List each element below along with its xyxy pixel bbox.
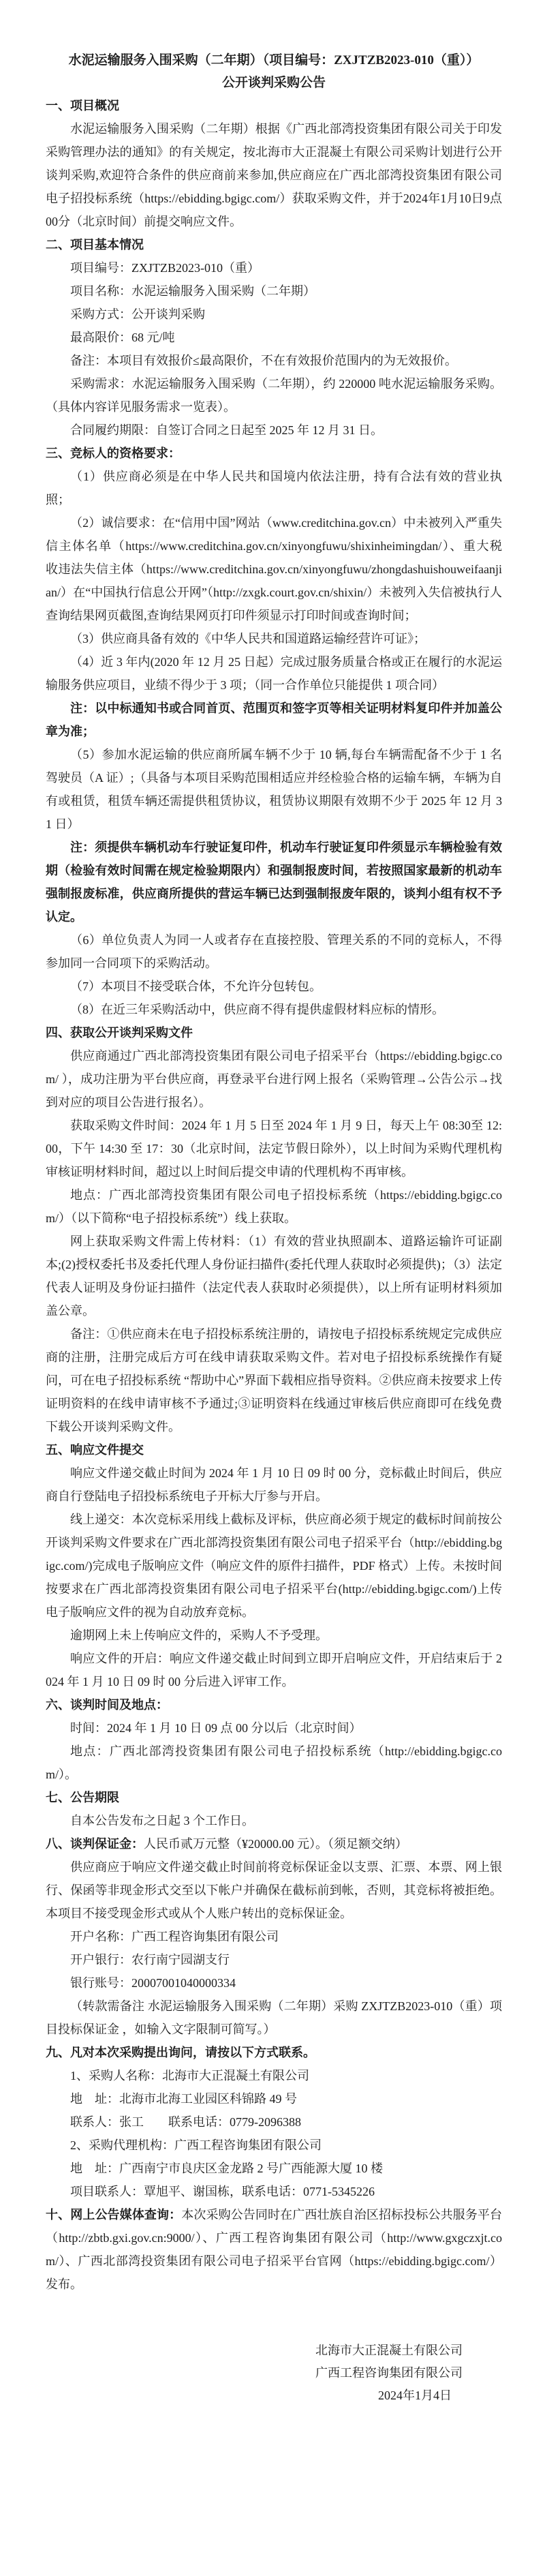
paragraph: 项目名称：水泥运输服务入围采购（二年期）	[70, 284, 315, 298]
section-heading-body: 本次采购公告同时在广西壮族自治区招标投标公共服务平台（http://zbtb.gxi.gov.cn:9000/）、广西工程咨询集团有限公司（http://www.gxgczxjt.com/）、广西北部湾投资集团有限公司电子招采平台官网（https://ebidding.bgigc.com/）发布。	[46, 2208, 503, 2291]
section-heading-with-text	[46, 1832, 502, 1855]
paragraph: 联系人：张工 联系电话：0779-2096388	[70, 2115, 301, 2129]
paragraph: 逾期网上未上传响应文件的，采购人不予受理。	[70, 1628, 328, 1642]
signature-agency: 广西工程咨询集团有限公司	[315, 2366, 463, 2380]
paragraph: 时间：2024 年 1 月 10 日 09 点 00 分以后（北京时间）	[70, 1721, 362, 1735]
paragraph: 水泥运输服务入围采购（二年期）根据《广西北部湾投资集团有限公司关于印发采购管理办法的通知》的有关规定，按北海市大正混凝土有限公司采购计划进行公开谈判采购,欢迎符合条件的供应商前来参加,供应商应在广西北部湾投资集团有限公司电子招投标系统（https://ebidding.bgigc.com/）获取采购文件，并于2024年1月10日9点00分（北京时间）前提交响应文件。	[46, 122, 502, 228]
paragraph: 地 址：广西南宁市良庆区金龙路 2 号广西能源大厦 10 楼	[70, 2162, 383, 2175]
paragraph: 地 址：北海市北海工业园区科锦路 49 号	[70, 2092, 297, 2106]
paragraph: （2）诚信要求：在“信用中国”网站（www.creditchina.gov.cn）中未被列入严重失信主体名单（https://www.creditchina.gov.cn/xinyongfuwu/shixinheimingdan/）、重大税收违法失信主体（https://www.creditchina.gov.cn/xinyongfuwu/zhongdashuishouweifaanjian/）在“中国执行信息公开网”（http://zxgk.court.gov.cn/shixin/）未被列入失信被执行人查询结果网页截图,查询结果网页打印件须显示打印时间或查询时间；	[46, 516, 502, 622]
paragraph: （1）供应商必须是在中华人民共和国境内依法注册，持有合法有效的营业执照；	[46, 470, 502, 506]
paragraph: 网上获取采购文件需上传材料：（1）有效的营业执照副本、道路运输许可证副本;(2)授权委托书及委托代理人身份证扫描件(委托代理人获取时必须提供)；（3）法定代表人证明及身份证扫描件（法定代表人获取时必须提供），以上所有证明材料须加盖公章。	[46, 1234, 502, 1318]
paragraph: 供应商应于响应文件递交截止时间前将竞标保证金以支票、汇票、本票、网上银行、保函等非现金形式交至以下帐户并确保在截标前到帐，否则，其竞标将被拒绝。本项目不接受现金形式或从个人账户转出的竞标保证金。	[46, 1860, 502, 1920]
paragraph: （6）单位负责人为同一人或者存在直接控股、管理关系的不同的竞标人，不得参加同一合同项下的采购活动。	[46, 933, 502, 970]
paragraph: 项目编号：ZXJTZB2023-010（重）	[70, 261, 260, 275]
section-heading-prefix: 十、网上公告媒体查询：	[46, 2208, 182, 2222]
section-heading: 六、谈判时间及地点：	[46, 1698, 168, 1712]
paragraph: 合同履约期限：自签订合同之日起至 2025 年 12 月 31 日。	[70, 423, 383, 437]
document-body	[46, 94, 502, 2296]
document-title	[46, 49, 502, 94]
paragraph: 线上递交：本次竞标采用线上截标及评标，供应商必须于规定的截标时间前按公开谈判采购文件要求在广西北部湾投资集团有限公司电子招采平台（http://ebidding.bgigc.com/)完成电子版响应文件（响应文件的原件扫描件，PDF 格式）上传。未按时间按要求在广西北部湾投资集团有限公司电子招采平台(http://ebidding.bgigc.com/)上传电子版响应文件的视为自动放弃竞标。	[46, 1513, 502, 1619]
paragraph: （5）参加水泥运输的供应商所属车辆不少于 10 辆,每台车辆需配备不少于 1 名驾驶员（A 证）;（具备与本项目采购范围相适应并经检验合格的运输车辆，车辆为自有或租赁，租赁车辆还需提供租赁协议，租赁协议期限有效期不少于 2025 年 12 月 31 日）	[46, 748, 502, 831]
section-heading: 七、公告期限	[46, 1791, 119, 1804]
note-paragraph: 注：以中标通知书或合同首页、范围页和签字页等相关证明材料复印件并加盖公章为准；	[46, 701, 502, 738]
paragraph: 项目联系人：覃旭平、谢国栋，联系电话：0771-5345226	[70, 2185, 375, 2198]
paragraph: 采购方式：公开谈判采购	[70, 307, 205, 321]
section-heading: 九、凡对本次采购提出询问，请按以下方式联系。	[46, 2046, 315, 2059]
paragraph: 响应文件的开启：响应文件递交截止时间到立即开启响应文件，开启结束后于 2024 年 1 月 10 日 09 时 00 分后进入评审工作。	[46, 1652, 502, 1688]
section-heading-with-text	[46, 2203, 502, 2296]
section-heading-prefix: 八、谈判保证金：	[46, 1837, 144, 1851]
paragraph: 自本公告发布之日起 3 个工作日。	[70, 1814, 254, 1828]
document-title-line1: 水泥运输服务入围采购（二年期）（项目编号：ZXJTZB2023-010（重））	[68, 53, 480, 67]
paragraph: 地点：广西北部湾投资集团有限公司电子招投标系统（https://ebidding.bgigc.com/）（以下简称“电子招投标系统”）线上获取。	[46, 1188, 502, 1225]
section-heading: 一、项目概况	[46, 99, 119, 112]
paragraph: 银行账号：20007001040000334	[70, 1976, 236, 1990]
paragraph: 开户银行：农行南宁园湖支行	[70, 1953, 230, 1967]
section-heading: 五、响应文件提交	[46, 1443, 144, 1457]
paragraph: 备注：本项目有效报价≤最高限价，不在有效报价范围内的为无效报价。	[70, 354, 457, 367]
paragraph: 地点：广西北部湾投资集团有限公司电子招投标系统（http://ebidding.bgigc.com/）。	[46, 1744, 502, 1781]
paragraph: 开户名称：广西工程咨询集团有限公司	[70, 1930, 279, 1943]
paragraph: （3）供应商具备有效的《中华人民共和国道路运输经营许可证》；	[70, 632, 426, 646]
paragraph: （8）在近三年采购活动中，供应商不得有提供虚假材料应标的情形。	[70, 1003, 444, 1016]
paragraph: 最高限价：68 元/吨	[70, 331, 175, 344]
document-title-line2: 公开谈判采购公告	[221, 76, 326, 90]
paragraph: （7）本项目不接受联合体，不允许分包转包。	[70, 980, 322, 993]
section-heading: 四、获取公开谈判采购文件	[46, 1026, 193, 1040]
paragraph: 2、采购代理机构：广西工程咨询集团有限公司	[70, 2138, 322, 2152]
paragraph: 获取采购文件时间：2024 年 1 月 5 日至 2024 年 1 月 9 日，每天上午 08:30至 12:00，下午 14:30 至 17：30（北京时间，法定节假日除外），以上时间为采购代理机构审核证明材料时间，超过以上时间后提交申请的代理机构不再审核。	[46, 1119, 502, 1179]
paragraph: 1、采购人名称：北海市大正混凝土有限公司	[70, 2069, 309, 2082]
signature-purchaser: 北海市大正混凝土有限公司	[315, 2344, 463, 2357]
signature-date: 2024年1月4日	[378, 2389, 452, 2402]
paragraph: 备注：①供应商未在电子招投标系统注册的，请按电子招投标系统规定完成供应商的注册，注册完成后方可在线申请获取采购文件。若对电子招投标系统操作有疑问，可在电子招投标系统 “帮助中心”界面下载相应指导资料。②供应商未按要求上传证明资料的在线申请审核不予通过;③证明资料在线通过审核后供应商即可在线免费下载公开谈判采购文件。	[46, 1327, 502, 1434]
signature-block	[46, 2339, 502, 2407]
paragraph: （转款需备注 水泥运输服务入围采购（二年期）采购 ZXJTZB2023-010（重）项目投标保证金 ，如输入文字限制可简写。）	[46, 1999, 502, 2036]
paragraph: 供应商通过广西北部湾投资集团有限公司电子招采平台（https://ebidding.bgigc.com/ ），成功注册为平台供应商，再登录平台进行网上报名（采购管理→公告公示→找到对应的项目公告进行报名）。	[46, 1049, 502, 1109]
paragraph: （4）近 3 年内(2020 年 12 月 25 日起）完成过服务质量合格或正在履行的水泥运输服务供应项目，业绩不得少于 3 项；（同一合作单位只能提供 1 项合同）	[46, 655, 502, 692]
paragraph: 采购需求：水泥运输服务入围采购（二年期），约 220000 吨水泥运输服务采购。（具体内容详见服务需求一览表）。	[46, 377, 502, 414]
section-heading: 二、项目基本情况	[46, 238, 144, 252]
section-heading-body: 人民币贰万元整（¥20000.00 元）。（须足额交纳）	[144, 1837, 407, 1851]
paragraph: 响应文件递交截止时间为 2024 年 1 月 10 日 09 时 00 分，竞标截止时间后，供应商自行登陆电子招投标系统电子开标大厅参与开启。	[46, 1466, 502, 1503]
section-heading: 三、竞标人的资格要求：	[46, 446, 181, 460]
note-paragraph: 注：须提供车辆机动车行驶证复印件，机动车行驶证复印件须显示车辆检验有效期（检验有效时间需在规定检验期限内）和强制报废时间，若按照国家最新的机动车强制报废标准，供应商所提供的营运车辆已达到强制报废年限的，谈判小组有权不予认定。	[46, 840, 502, 924]
